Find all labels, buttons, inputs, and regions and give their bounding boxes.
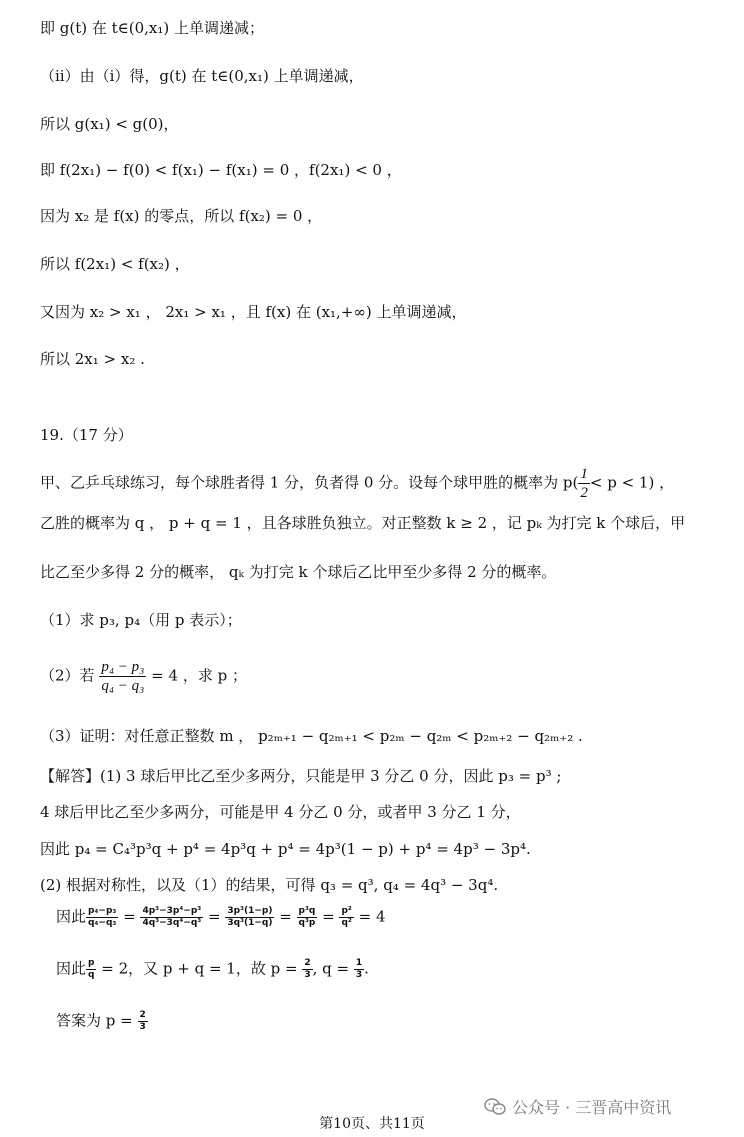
- question-heading: 19.（17 分）: [40, 426, 133, 444]
- answer-line-7: 答案为 p = $\frac{2}{3}$: [56, 1010, 146, 1032]
- proof-line-4: 即 f(2x₁) − f(0) < f(x₁) − f(x₁) = 0 ，f(2x₁) < 0 ，: [40, 161, 402, 179]
- fraction: $\frac{p}{q}$: [88, 958, 95, 980]
- proof-line-8: 所以 2x₁ > x₂ .: [40, 350, 145, 368]
- fraction: $\frac{\text{3p³(1−p)}}{\text{3q³(1−q)}}$: [227, 906, 273, 928]
- proof-line-3: 所以 g(x₁) < g(0)，: [40, 115, 179, 133]
- watermark: 公众号 · 三晋高中资讯: [484, 1095, 671, 1118]
- answer-line-4: (2) 根据对称性，以及（1）的结果，可得 q₃ = q³, q₄ = 4q³ − 3q⁴.: [40, 876, 499, 894]
- proof-line-7: 又因为 x₂ > x₁ ， 2x₁ > x₁ ，且 f(x) 在 (x₁,+∞) 上单调递减，: [40, 303, 467, 321]
- proof-line-5: 因为 x₂ 是 f(x) 的零点，所以 f(x₂) = 0 ，: [40, 207, 323, 225]
- fraction: $\frac{2}{3}$: [304, 958, 311, 980]
- answer-line-6: 因此 $\frac{p}{q}$ = 2，又 p + q = 1，故 p = $\frac{2}{3}$ , q = $\frac{1}{3}$ .: [56, 958, 369, 980]
- proof-line-6: 所以 f(2x₁) < f(x₂) ，: [40, 255, 190, 273]
- fraction: $\frac{\text{p²}}{\text{q²}}$: [341, 906, 352, 928]
- question-paragraph-1: [40, 465, 724, 502]
- sub-question-3: （3）证明：对任意正整数 m ， p₂ₘ₊₁ − q₂ₘ₊₁ < p₂ₘ − q₂ₘ < p₂ₘ₊₂ − q₂ₘ₊₂ .: [40, 727, 583, 745]
- page-footer: 第10页、共11页: [319, 1116, 425, 1132]
- ratio-fraction: $\frac{\text{p₄ − p₃}}{\text{q₄ − q₃}}$: [101, 659, 145, 694]
- fraction: $\frac{\text{4p³−3p⁴−p³}}{\text{4q³−3q⁴−q³}}$: [142, 906, 202, 928]
- question-paragraph-2: 乙胜的概率为 q ， p + q = 1 ，且各球胜负独立。对正整数 k ≥ 2 ，记 pₖ 为打完 k 个球后，甲: [40, 514, 686, 532]
- fraction: $\frac{1}{3}$: [355, 958, 363, 980]
- fraction: $\frac{2}{3}$: [139, 1010, 146, 1032]
- answer-line-5: 因此 $\frac{\text{p₄−p₃}}{\text{q₄−q₃}}$ = $\frac{\text{4p³−3p⁴−p³}}{\text{4q³−3q⁴−q³}}$ = $\frac{\text{3p³(1−p)}}{\text{3q³(1−q)}}$ = $\frac{\text{p³q}}{\text{q³p}}$ = $\frac{\text{p²}}{\text{q²}}$ = 4: [56, 906, 386, 928]
- question-text: < p < 1) ，: [589, 473, 675, 492]
- question-paragraph-3: 比乙至少多得 2 分的概率， qₖ 为打完 k 个球后乙比甲至少多得 2 分的概率。: [40, 563, 557, 581]
- question-text: 甲、乙乒乓球练习，每个球胜者得 1 分，负者得 0 分。设每个球甲胜的概率为 p(: [40, 473, 579, 492]
- fraction: $\frac{\text{p³q}}{\text{q³p}}$: [298, 906, 316, 928]
- proof-line-2: （ii）由（i）得，g(t) 在 t∈(0,x₁) 上单调递减，: [40, 67, 364, 85]
- answer-line-1: 【解答】(1) 3 球后甲比乙至少多两分，只能是甲 3 分乙 0 分，因此 p₃ = p³ ;: [40, 767, 562, 785]
- sub-question-2: （2）若 $\frac{\text{p₄ − p₃}}{\text{q₄ − q₃}}$ = 4 ，求 p ；: [40, 659, 247, 694]
- sub-question-1: （1）求 p₃, p₄（用 p 表示）；: [40, 611, 242, 629]
- fraction: $\frac{\text{p₄−p₃}}{\text{q₄−q₃}}$: [88, 906, 117, 928]
- proof-line-1: 即 g(t) 在 t∈(0,x₁) 上单调递减；: [40, 19, 265, 37]
- half-fraction: $\frac{1}{2}$: [580, 466, 588, 501]
- answer-line-2: 4 球后甲比乙至少多两分，可能是甲 4 分乙 0 分，或者甲 3 分乙 1 分，: [40, 803, 521, 821]
- answer-line-3: 因此 p₄ = C₄³p³q + p⁴ = 4p³q + p⁴ = 4p³(1 − p) + p⁴ = 4p³ − 3p⁴.: [40, 840, 531, 858]
